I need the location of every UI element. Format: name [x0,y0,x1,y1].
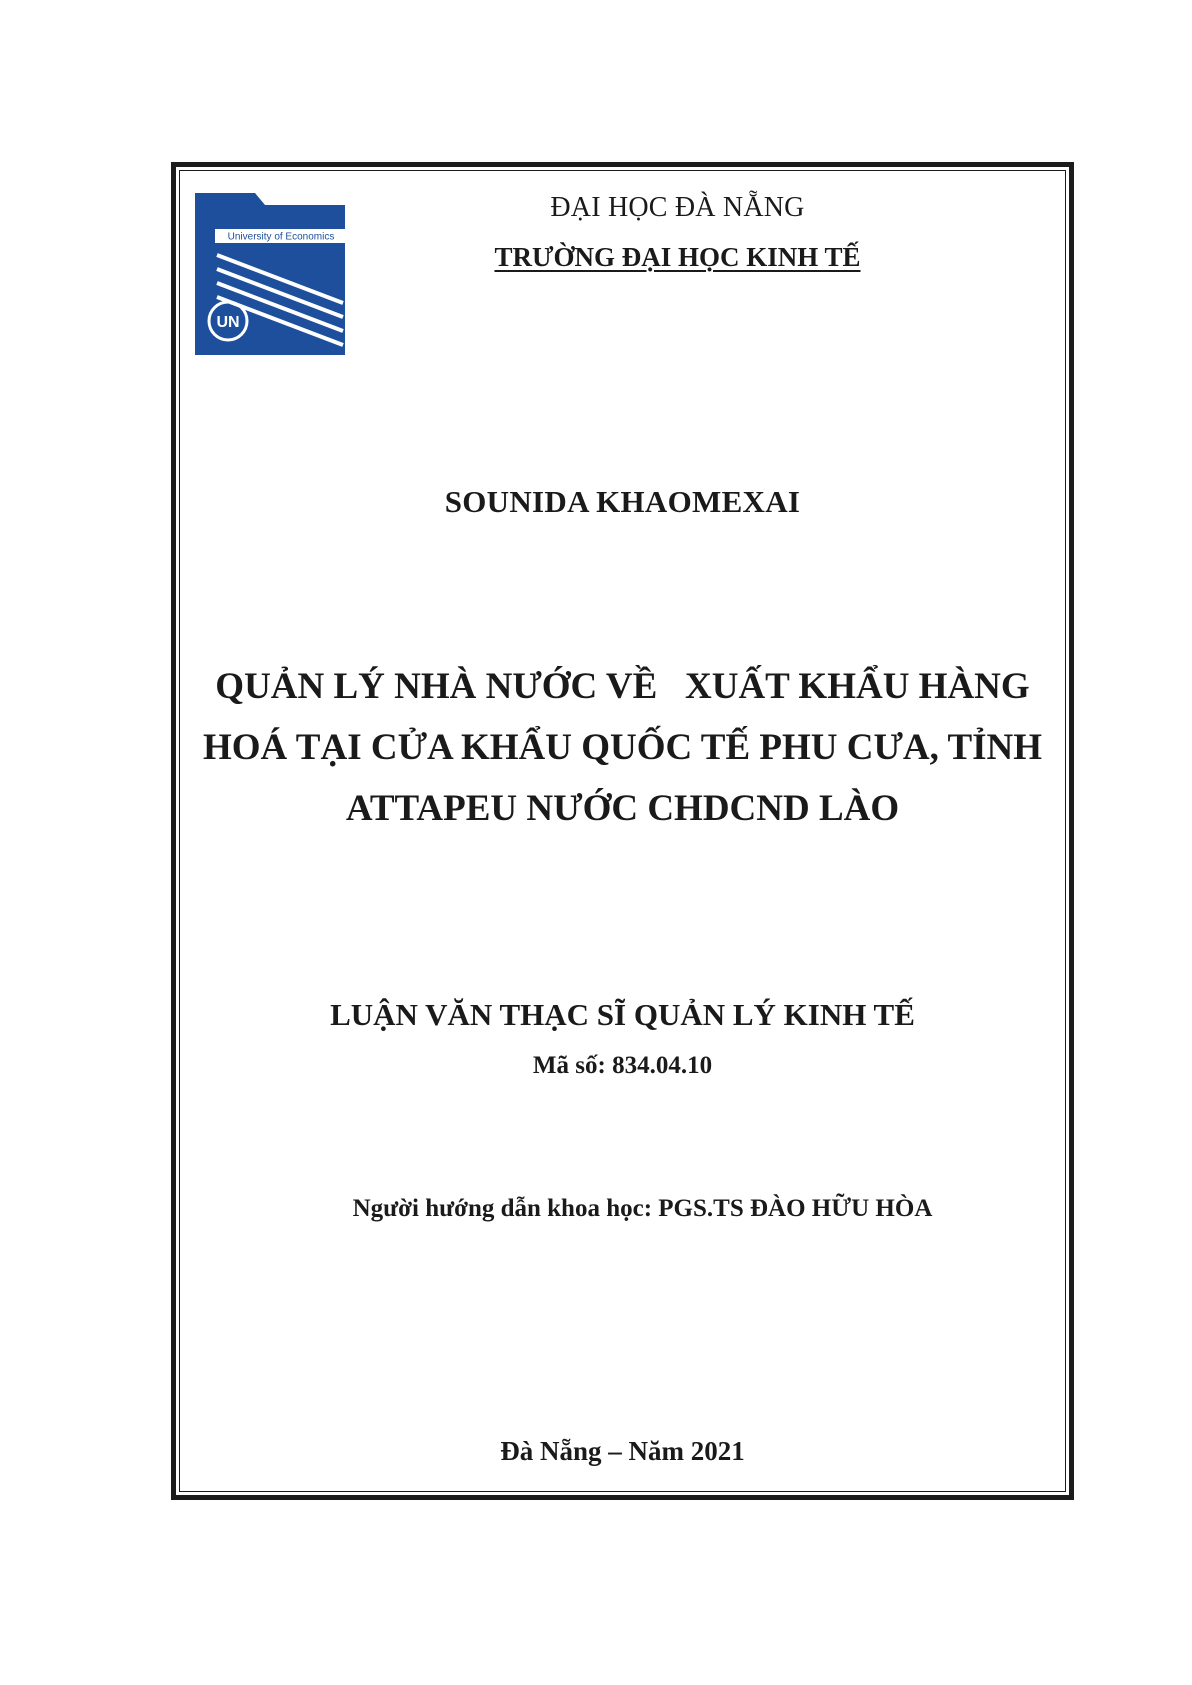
author-name: SOUNIDA KHAOMEXAI [444,484,801,519]
thesis-title-line: QUẢN LÝ NHÀ NƯỚC VỀ XUẤT KHẨU HÀNG [215,666,1030,707]
thesis-title [179,656,1066,839]
thesis-title-line: HOÁ TẠI CỬA KHẨU QUỐC TẾ PHU CƯA, TỈNH [202,727,1043,768]
school-name: TRƯỜNG ĐẠI HỌC KINH TẾ [494,242,861,272]
university-name: ĐẠI HỌC ĐÀ NẴNG [550,192,805,223]
program-code: Mã số: 834.04.10 [532,1052,713,1079]
advisor: Người hướng dẫn khoa học: PGS.TS ĐÀO HỮU HÒA [352,1195,933,1222]
logo-banner-text: University of Economics [227,231,335,243]
logo-emblem-text: UN [216,314,240,331]
thesis-title-line: ATTAPEU NƯỚC CHDCND LÀO [345,788,900,829]
place-and-year: Đà Nẵng – Năm 2021 [500,1436,745,1466]
degree-type: LUẬN VĂN THẠC SĨ QUẢN LÝ KINH TẾ [330,997,915,1032]
